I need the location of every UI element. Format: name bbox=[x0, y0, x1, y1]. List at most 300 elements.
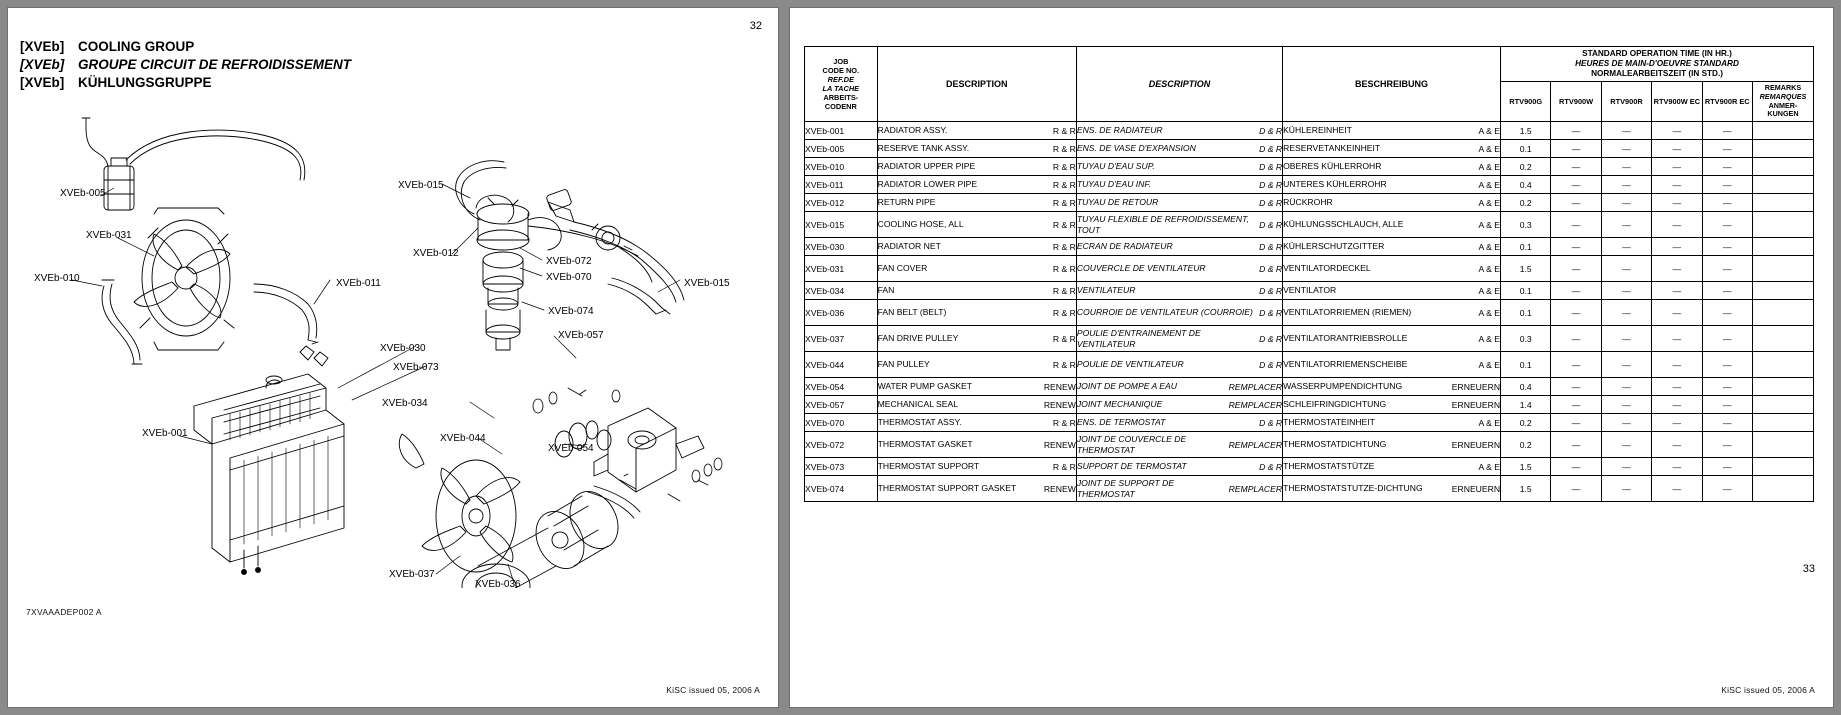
description-fr-text: ENS. DE RADIATEUR bbox=[1076, 125, 1163, 136]
cell-time-2 bbox=[1551, 256, 1601, 282]
cell-time-2 bbox=[1551, 176, 1601, 194]
cell-description-en bbox=[877, 158, 1076, 176]
cell-time-4 bbox=[1652, 432, 1702, 458]
cell-beschreibung bbox=[1283, 414, 1501, 432]
cell-beschreibung bbox=[1283, 476, 1501, 502]
description-en-text: COOLING HOSE, ALL bbox=[877, 219, 964, 230]
job-code-text: XVEb-054 bbox=[805, 381, 845, 392]
cell-time-4 bbox=[1652, 476, 1702, 502]
description-fr-text: JOINT DE SUPPORT DE THERMOSTAT bbox=[1076, 478, 1175, 499]
table-body bbox=[805, 122, 1814, 502]
header-job-line-5: ARBEITS- bbox=[823, 93, 859, 103]
table-row bbox=[805, 282, 1814, 300]
cell-remarks bbox=[1752, 256, 1813, 282]
time-value: — bbox=[1571, 359, 1581, 370]
time-value: — bbox=[1722, 125, 1732, 136]
cell-time-4 bbox=[1652, 352, 1702, 378]
cell-time-2 bbox=[1551, 122, 1601, 140]
callout-xveb-015-a: XVEb-015 bbox=[398, 180, 444, 191]
cell-beschreibung bbox=[1283, 158, 1501, 176]
action-fr: REMPLACER bbox=[1228, 439, 1283, 450]
time-value: — bbox=[1722, 381, 1732, 392]
table-row bbox=[805, 378, 1814, 396]
action-fr: D & R bbox=[1259, 241, 1283, 252]
header-job-line-1: JOB bbox=[833, 56, 849, 66]
cell-time-4 bbox=[1652, 414, 1702, 432]
cell-time-5 bbox=[1702, 122, 1752, 140]
time-value: — bbox=[1672, 197, 1682, 208]
action-de: A & E bbox=[1478, 307, 1501, 318]
cell-time-1 bbox=[1501, 256, 1551, 282]
action-de: A & E bbox=[1478, 179, 1501, 190]
cell-time-5 bbox=[1702, 432, 1752, 458]
time-value: — bbox=[1571, 399, 1581, 410]
left-page-footer: KiSC issued 05, 2006 A bbox=[666, 685, 760, 695]
cell-time-2 bbox=[1551, 476, 1601, 502]
description-en-text: RADIATOR NET bbox=[877, 241, 941, 252]
cell-description-en bbox=[877, 476, 1076, 502]
cell-time-5 bbox=[1702, 300, 1752, 326]
cell-description-fr bbox=[1076, 256, 1282, 282]
time-value: — bbox=[1672, 263, 1682, 274]
time-value: — bbox=[1672, 219, 1682, 230]
action-en: R & R bbox=[1052, 161, 1076, 172]
cell-job-code bbox=[805, 282, 878, 300]
action-fr: D & R bbox=[1259, 285, 1283, 296]
time-value: — bbox=[1571, 417, 1581, 428]
cell-job-code bbox=[805, 256, 878, 282]
job-code-text: XVEb-012 bbox=[805, 197, 845, 208]
title-english-code: [XVEb] bbox=[20, 39, 65, 54]
action-en: R & R bbox=[1052, 461, 1076, 472]
job-code-text: XVEb-015 bbox=[805, 219, 845, 230]
table-row bbox=[805, 140, 1814, 158]
cell-description-fr bbox=[1076, 176, 1282, 194]
callout-xveb-015-b: XVEb-015 bbox=[684, 278, 730, 289]
beschreibung-text: OBERES KÜHLERROHR bbox=[1283, 161, 1382, 172]
title-english-text: COOLING GROUP bbox=[78, 39, 195, 54]
title-german-code: [XVEb] bbox=[20, 74, 65, 90]
time-value: — bbox=[1622, 219, 1631, 230]
action-de: A & E bbox=[1478, 161, 1501, 172]
action-en: RENEW bbox=[1043, 483, 1076, 494]
description-en-text: FAN bbox=[877, 285, 895, 296]
callout-xveb-072: XVEb-072 bbox=[546, 256, 592, 267]
table-row bbox=[805, 458, 1814, 476]
description-en-text: FAN BELT (BELT) bbox=[877, 307, 947, 318]
cell-beschreibung bbox=[1283, 326, 1501, 352]
cell-time-3 bbox=[1601, 432, 1651, 458]
cell-remarks bbox=[1752, 212, 1813, 238]
sot-line-3: NORMALEARBEITSZEIT (IN STD.) bbox=[1591, 69, 1723, 78]
beschreibung-text: WASSERPUMPENDICHTUNG bbox=[1283, 381, 1403, 392]
time-value: — bbox=[1622, 333, 1631, 344]
cell-time-1 bbox=[1501, 282, 1551, 300]
cell-time-1 bbox=[1501, 432, 1551, 458]
table-row bbox=[805, 238, 1814, 256]
cell-description-en bbox=[877, 212, 1076, 238]
cell-remarks bbox=[1752, 122, 1813, 140]
time-value: — bbox=[1571, 483, 1581, 494]
cell-description-en bbox=[877, 300, 1076, 326]
cell-job-code bbox=[805, 458, 878, 476]
beschreibung-text: KÜHLUNGSSCHLAUCH, ALLE bbox=[1283, 219, 1404, 230]
title-french-code: [XVEb] bbox=[20, 56, 65, 72]
time-value: — bbox=[1571, 263, 1581, 274]
cell-beschreibung bbox=[1283, 238, 1501, 256]
action-fr: REMPLACER bbox=[1228, 399, 1283, 410]
beschreibung-text: VENTILATORDECKEL bbox=[1283, 263, 1371, 274]
cell-remarks bbox=[1752, 238, 1813, 256]
time-value: 0.3 bbox=[1519, 333, 1532, 344]
cell-description-fr bbox=[1076, 352, 1282, 378]
action-fr: D & R bbox=[1259, 359, 1283, 370]
cell-remarks bbox=[1752, 176, 1813, 194]
description-fr-text: POULIE D'ENTRAINEMENT DE VENTILATEUR bbox=[1076, 328, 1201, 349]
cell-job-code bbox=[805, 378, 878, 396]
time-value: — bbox=[1672, 241, 1682, 252]
time-value: — bbox=[1571, 143, 1581, 154]
action-en: RENEW bbox=[1043, 381, 1076, 392]
cell-beschreibung bbox=[1283, 194, 1501, 212]
cell-time-1 bbox=[1501, 326, 1551, 352]
action-fr: D & R bbox=[1259, 125, 1283, 136]
description-fr-text: JOINT DE COUVERCLE DE THERMOSTAT bbox=[1076, 434, 1187, 455]
callout-xveb-034: XVEb-034 bbox=[382, 398, 428, 409]
time-value: — bbox=[1672, 285, 1682, 296]
description-fr-text: ENS. DE VASE D'EXPANSION bbox=[1076, 143, 1196, 154]
description-fr-text: COUVERCLE DE VENTILATEUR bbox=[1076, 263, 1206, 274]
cell-time-2 bbox=[1551, 158, 1601, 176]
description-fr-text: TUYAU D'EAU SUP. bbox=[1076, 161, 1155, 172]
action-en: R & R bbox=[1052, 197, 1076, 208]
time-value: — bbox=[1672, 399, 1682, 410]
job-code-text: XVEb-037 bbox=[805, 333, 845, 344]
description-en-text: FAN DRIVE PULLEY bbox=[877, 333, 959, 344]
cell-remarks bbox=[1752, 414, 1813, 432]
action-en: R & R bbox=[1052, 179, 1076, 190]
cell-time-1 bbox=[1501, 122, 1551, 140]
job-code-text: XVEb-073 bbox=[805, 461, 845, 472]
time-value: — bbox=[1622, 263, 1631, 274]
action-de: A & E bbox=[1478, 285, 1501, 296]
table-row bbox=[805, 326, 1814, 352]
cell-description-en bbox=[877, 176, 1076, 194]
callout-xveb-057: XVEb-057 bbox=[558, 330, 604, 341]
cell-time-3 bbox=[1601, 282, 1651, 300]
cell-time-1 bbox=[1501, 140, 1551, 158]
cell-description-fr bbox=[1076, 158, 1282, 176]
header-description-en: DESCRIPTION bbox=[877, 47, 1076, 122]
time-value: — bbox=[1722, 439, 1732, 450]
cell-time-1 bbox=[1501, 414, 1551, 432]
description-fr-text: ENS. DE TERMOSTAT bbox=[1076, 417, 1166, 428]
beschreibung-text: VENTILATORRIEMEN (RIEMEN) bbox=[1283, 307, 1412, 318]
action-en: R & R bbox=[1052, 417, 1076, 428]
header-model-rtv900w: RTV900W bbox=[1551, 82, 1601, 122]
description-fr-text: JOINT DE POMPE A EAU bbox=[1076, 381, 1177, 392]
right-page-number: 33 bbox=[1802, 563, 1815, 575]
cell-time-5 bbox=[1702, 352, 1752, 378]
header-row-1 bbox=[805, 47, 1814, 82]
cell-time-1 bbox=[1501, 238, 1551, 256]
title-french-text: GROUPE CIRCUIT DE REFROIDISSEMENT bbox=[78, 56, 352, 72]
cell-job-code bbox=[805, 212, 878, 238]
remarks-line-4: KUNGEN bbox=[1767, 109, 1799, 119]
job-code-text: XVEb-034 bbox=[805, 285, 845, 296]
beschreibung-text: VENTILATOR bbox=[1283, 285, 1337, 296]
cell-description-en bbox=[877, 414, 1076, 432]
table-row bbox=[805, 352, 1814, 378]
time-value: 0.2 bbox=[1519, 161, 1532, 172]
left-page bbox=[8, 8, 778, 707]
cell-time-1 bbox=[1501, 194, 1551, 212]
header-job-code bbox=[805, 47, 878, 122]
action-en: R & R bbox=[1052, 143, 1076, 154]
job-code-text: XVEb-036 bbox=[805, 307, 845, 318]
action-fr: D & R bbox=[1259, 161, 1283, 172]
cell-time-4 bbox=[1652, 300, 1702, 326]
time-value: — bbox=[1571, 179, 1581, 190]
time-value: 0.4 bbox=[1519, 179, 1532, 190]
cell-description-en bbox=[877, 432, 1076, 458]
time-value: — bbox=[1672, 179, 1682, 190]
action-de: A & E bbox=[1478, 143, 1501, 154]
left-page-number: 32 bbox=[749, 20, 762, 32]
header-job-line-4: LA TACHE bbox=[822, 84, 860, 94]
time-value: — bbox=[1622, 161, 1631, 172]
cell-description-en bbox=[877, 140, 1076, 158]
time-value: 0.4 bbox=[1519, 381, 1532, 392]
time-value: 0.2 bbox=[1519, 439, 1532, 450]
cell-beschreibung bbox=[1283, 256, 1501, 282]
time-value: — bbox=[1672, 359, 1682, 370]
job-code-text: XVEb-031 bbox=[805, 263, 845, 274]
cell-job-code bbox=[805, 476, 878, 502]
action-fr: REMPLACER bbox=[1228, 483, 1283, 494]
cell-time-5 bbox=[1702, 476, 1752, 502]
time-value: 1.5 bbox=[1519, 125, 1532, 136]
cell-time-3 bbox=[1601, 326, 1651, 352]
description-en-text: RESERVE TANK ASSY. bbox=[877, 143, 970, 154]
cell-remarks bbox=[1752, 140, 1813, 158]
beschreibung-text: THERMOSTATSTUTZE-DICHTUNG bbox=[1283, 483, 1423, 494]
action-en: R & R bbox=[1052, 285, 1076, 296]
time-value: — bbox=[1622, 143, 1631, 154]
cell-time-1 bbox=[1501, 176, 1551, 194]
description-en-text: RADIATOR ASSY. bbox=[877, 125, 948, 136]
cell-time-3 bbox=[1601, 458, 1651, 476]
time-value: — bbox=[1622, 307, 1631, 318]
cell-time-4 bbox=[1652, 396, 1702, 414]
action-fr: D & R bbox=[1259, 461, 1283, 472]
cell-remarks bbox=[1752, 282, 1813, 300]
cell-beschreibung bbox=[1283, 140, 1501, 158]
time-value: — bbox=[1571, 241, 1581, 252]
time-value: — bbox=[1622, 285, 1631, 296]
cell-description-fr bbox=[1076, 238, 1282, 256]
table-row bbox=[805, 432, 1814, 458]
cell-description-fr bbox=[1076, 140, 1282, 158]
cell-time-4 bbox=[1652, 194, 1702, 212]
cell-job-code bbox=[805, 122, 878, 140]
action-fr: D & R bbox=[1259, 307, 1283, 318]
cell-time-2 bbox=[1551, 194, 1601, 212]
cell-job-code bbox=[805, 396, 878, 414]
sot-line-2: HEURES DE MAIN-D'OEUVRE STANDARD bbox=[1575, 59, 1739, 68]
header-beschreibung: BESCHREIBUNG bbox=[1283, 47, 1501, 122]
cell-remarks bbox=[1752, 300, 1813, 326]
cell-time-5 bbox=[1702, 140, 1752, 158]
time-value: — bbox=[1622, 483, 1631, 494]
cell-description-fr bbox=[1076, 476, 1282, 502]
table-row bbox=[805, 300, 1814, 326]
description-fr-text: VENTILATEUR bbox=[1076, 285, 1136, 296]
time-value: — bbox=[1722, 179, 1732, 190]
cell-time-2 bbox=[1551, 396, 1601, 414]
time-value: 0.1 bbox=[1519, 241, 1532, 252]
description-en-text: FAN PULLEY bbox=[877, 359, 930, 370]
cell-job-code bbox=[805, 176, 878, 194]
cell-description-en bbox=[877, 352, 1076, 378]
cell-time-4 bbox=[1652, 458, 1702, 476]
time-value: — bbox=[1622, 359, 1631, 370]
action-fr: D & R bbox=[1259, 333, 1283, 344]
table-row bbox=[805, 476, 1814, 502]
time-value: — bbox=[1571, 333, 1581, 344]
cell-time-5 bbox=[1702, 158, 1752, 176]
beschreibung-text: SCHLEIFRINGDICHTUNG bbox=[1283, 399, 1387, 410]
time-value: — bbox=[1622, 179, 1631, 190]
beschreibung-text: UNTERES KÜHLERROHR bbox=[1283, 179, 1387, 190]
description-fr-text: COURROIE DE VENTILATEUR (COURROIE) bbox=[1076, 307, 1253, 318]
time-value: 1.4 bbox=[1519, 399, 1532, 410]
cell-remarks bbox=[1752, 458, 1813, 476]
cell-job-code bbox=[805, 158, 878, 176]
cell-time-5 bbox=[1702, 194, 1752, 212]
time-value: 1.5 bbox=[1519, 461, 1532, 472]
time-value: — bbox=[1571, 307, 1581, 318]
time-value: — bbox=[1622, 197, 1631, 208]
cell-time-5 bbox=[1702, 176, 1752, 194]
action-fr: D & R bbox=[1259, 179, 1283, 190]
cell-beschreibung bbox=[1283, 176, 1501, 194]
time-value: — bbox=[1722, 219, 1732, 230]
action-de: ERNEUERN bbox=[1451, 483, 1501, 494]
time-value: — bbox=[1571, 125, 1581, 136]
job-code-text: XVEb-030 bbox=[805, 241, 845, 252]
action-fr: D & R bbox=[1259, 143, 1283, 154]
time-value: — bbox=[1622, 399, 1631, 410]
description-fr-text: TUYAU D'EAU INF. bbox=[1076, 179, 1151, 190]
cell-time-5 bbox=[1702, 212, 1752, 238]
cell-time-2 bbox=[1551, 300, 1601, 326]
cell-time-3 bbox=[1601, 476, 1651, 502]
operation-time-table-wrap bbox=[804, 46, 1814, 502]
callout-xveb-044: XVEb-044 bbox=[440, 433, 486, 444]
cell-remarks bbox=[1752, 326, 1813, 352]
beschreibung-text: RÜCKROHR bbox=[1283, 197, 1333, 208]
cell-remarks bbox=[1752, 158, 1813, 176]
time-value: — bbox=[1571, 461, 1581, 472]
job-code-text: XVEb-070 bbox=[805, 417, 845, 428]
cell-time-4 bbox=[1652, 256, 1702, 282]
action-en: R & R bbox=[1052, 263, 1076, 274]
cell-time-5 bbox=[1702, 326, 1752, 352]
action-en: R & R bbox=[1052, 359, 1076, 370]
description-fr-text: ECRAN DE RADIATEUR bbox=[1076, 241, 1173, 252]
cell-time-3 bbox=[1601, 194, 1651, 212]
cell-beschreibung bbox=[1283, 432, 1501, 458]
time-value: — bbox=[1622, 417, 1631, 428]
beschreibung-text: VENTILATORANTRIEBSROLLE bbox=[1283, 333, 1408, 344]
action-de: A & E bbox=[1478, 241, 1501, 252]
cell-time-2 bbox=[1551, 378, 1601, 396]
time-value: — bbox=[1571, 197, 1581, 208]
cell-description-en bbox=[877, 238, 1076, 256]
time-value: — bbox=[1622, 381, 1631, 392]
cell-remarks bbox=[1752, 476, 1813, 502]
time-value: — bbox=[1672, 439, 1682, 450]
cell-time-3 bbox=[1601, 300, 1651, 326]
action-fr: D & R bbox=[1259, 197, 1283, 208]
time-value: — bbox=[1622, 125, 1631, 136]
action-fr: D & R bbox=[1259, 219, 1283, 230]
callout-xveb-074: XVEb-074 bbox=[548, 306, 594, 317]
table-row bbox=[805, 194, 1814, 212]
beschreibung-text: RESERVETANKEINHEIT bbox=[1283, 143, 1381, 154]
header-standard-operation-time bbox=[1501, 47, 1814, 82]
description-en-text: THERMOSTAT ASSY. bbox=[877, 417, 962, 428]
cell-job-code bbox=[805, 414, 878, 432]
title-german-text: KÜHLUNGSGRUPPE bbox=[78, 74, 212, 90]
callout-xveb-011: XVEb-011 bbox=[336, 278, 381, 289]
beschreibung-text: THERMOSTATEINHEIT bbox=[1283, 417, 1375, 428]
table-row bbox=[805, 414, 1814, 432]
beschreibung-text: THERMOSTATSTÜTZE bbox=[1283, 461, 1375, 472]
time-value: 1.5 bbox=[1519, 483, 1532, 494]
action-en: R & R bbox=[1052, 241, 1076, 252]
cell-remarks bbox=[1752, 432, 1813, 458]
header-job-line-6: CODENR bbox=[824, 102, 857, 112]
cell-description-en bbox=[877, 458, 1076, 476]
description-en-text: RADIATOR LOWER PIPE bbox=[877, 179, 978, 190]
cell-time-3 bbox=[1601, 158, 1651, 176]
job-code-text: XVEb-044 bbox=[805, 359, 845, 370]
cell-remarks bbox=[1752, 194, 1813, 212]
cell-job-code bbox=[805, 194, 878, 212]
beschreibung-text: KÜHLEREINHEIT bbox=[1283, 125, 1352, 136]
cell-time-4 bbox=[1652, 238, 1702, 256]
cell-time-1 bbox=[1501, 458, 1551, 476]
beschreibung-text: KÜHLERSCHUTZGITTER bbox=[1283, 241, 1385, 252]
cell-time-5 bbox=[1702, 256, 1752, 282]
cell-description-en bbox=[877, 122, 1076, 140]
cell-time-3 bbox=[1601, 256, 1651, 282]
cell-description-fr bbox=[1076, 122, 1282, 140]
cell-time-5 bbox=[1702, 458, 1752, 476]
cell-time-3 bbox=[1601, 212, 1651, 238]
group-title-block bbox=[20, 38, 351, 91]
action-de: ERNEUERN bbox=[1451, 399, 1501, 410]
cell-beschreibung bbox=[1283, 378, 1501, 396]
cell-job-code bbox=[805, 238, 878, 256]
cell-description-fr bbox=[1076, 414, 1282, 432]
cell-time-2 bbox=[1551, 282, 1601, 300]
callout-xveb-030: XVEb-030 bbox=[380, 343, 426, 354]
cell-description-fr bbox=[1076, 194, 1282, 212]
description-fr-text: SUPPORT DE TERMOSTAT bbox=[1076, 461, 1187, 472]
